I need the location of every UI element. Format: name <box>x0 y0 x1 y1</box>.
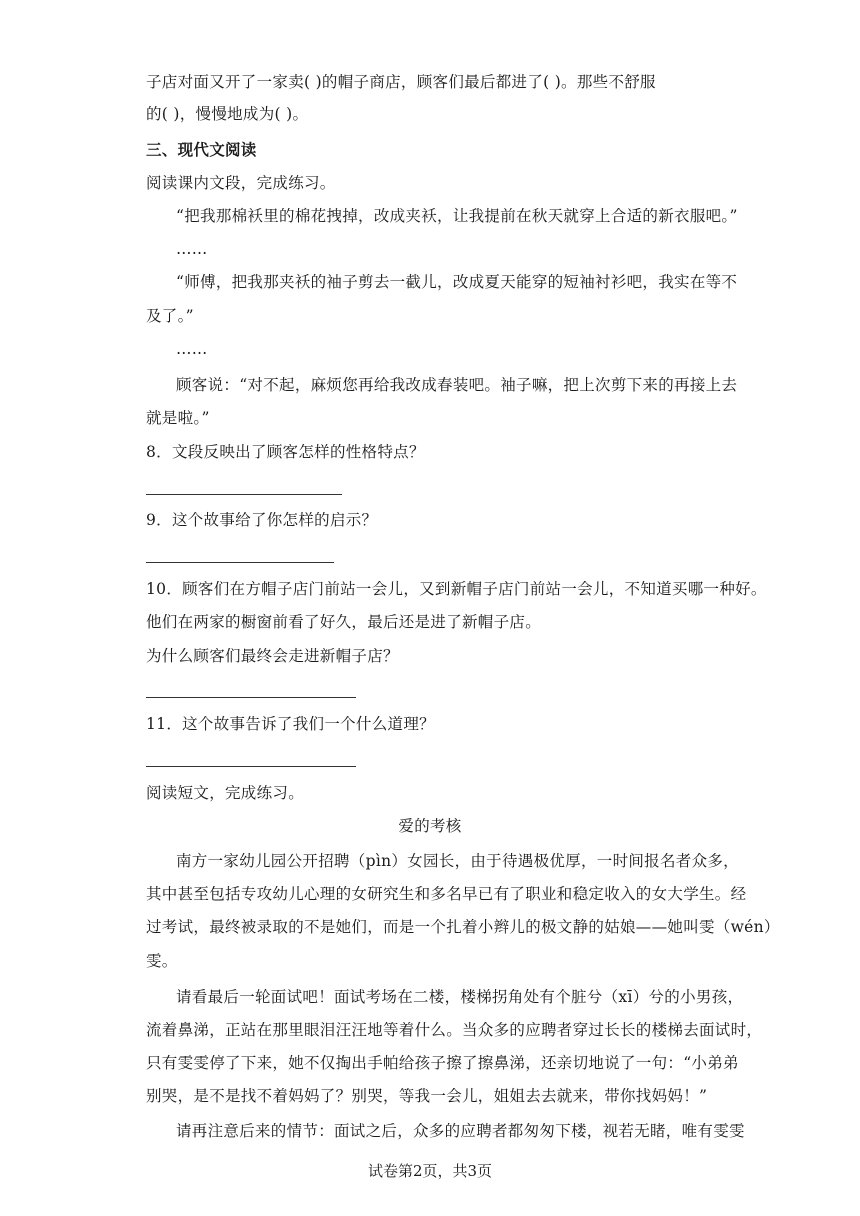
answer-line-10[interactable] <box>146 697 356 698</box>
article-line: 雯。 <box>146 952 178 970</box>
question-11: 11．这个故事告诉了我们一个什么道理？ <box>146 715 435 733</box>
article-line: 过考试，最终被录取的不是她们，而是一个扎着小辫儿的极文静的姑娘——她叫雯（wén） <box>146 918 780 936</box>
article-line: 请再注意后来的情节：面试之后，众多的应聘者都匆匆下楼，视若无睹，唯有雯雯 <box>176 1122 745 1140</box>
ellipsis: …… <box>176 240 208 258</box>
article-line: 流着鼻涕，正站在那里眼泪汪汪地等着什么。当众多的应聘者穿过长长的楼梯去面试时， <box>146 1021 763 1039</box>
article-line: 其中甚至包括专攻幼儿心理的女研究生和多名早已有了职业和稳定收入的女大学生。经 <box>146 885 747 903</box>
question-10: 10．顾客们在方帽子店门前站一会儿，又到新帽子店门前站一会儿，不知道买哪一种好。 <box>146 580 767 598</box>
section-heading: 三、现代文阅读 <box>146 140 257 159</box>
question-10-line2: 他们在两家的橱窗前看了好久，最后还是进了新帽子店。 <box>146 613 542 631</box>
instruction: 阅读短文，完成练习。 <box>146 784 305 802</box>
excerpt-line: 顾客说：“对不起，麻烦您再给我改成春装吧。袖子嘛，把上次剪下来的再接上去 <box>176 376 738 394</box>
article-line: 别哭，是不是找不着妈妈了？别哭，等我一会儿，姐姐去去就来，带你找妈妈！” <box>146 1087 708 1105</box>
answer-line-9[interactable] <box>146 562 334 563</box>
answer-line-8[interactable] <box>146 494 342 495</box>
question-9: 9．这个故事给了你怎样的启示？ <box>146 511 378 529</box>
text-line: 子店对面又开了一家卖( )的帽子商店，顾客们最后都进了( )。那些不舒服 <box>146 73 656 91</box>
excerpt-line: 就是啦。” <box>146 409 210 427</box>
excerpt-line: 及了。” <box>146 307 194 325</box>
article-title: 爱的考核 <box>398 817 462 835</box>
excerpt-line: “把我那棉袄里的棉花拽掉，改成夹袄，让我提前在秋天就穿上合适的新衣服吧。” <box>176 207 738 225</box>
page-footer: 试卷第2页，共3页 <box>367 1162 493 1180</box>
text-line: 的( )，慢慢地成为( )。 <box>146 105 309 123</box>
ellipsis: …… <box>176 340 208 358</box>
article-line: 南方一家幼儿园公开招聘（pìn）女园长，由于待遇极优厚，一时间报名者众多， <box>176 852 739 870</box>
question-8: 8．文段反映出了顾客怎样的性格特点？ <box>146 443 425 461</box>
article-line: 请看最后一轮面试吧！面试考场在二楼，楼梯拐角处有个脏兮（xī）兮的小男孩， <box>176 988 744 1006</box>
instruction: 阅读课内文段，完成练习。 <box>146 174 336 192</box>
answer-line-11[interactable] <box>146 766 356 767</box>
question-10-line3: 为什么顾客们最终会走进新帽子店？ <box>146 647 399 665</box>
excerpt-line: “师傅，把我那夹袄的袖子剪去一截儿，改成夏天能穿的短袖衬衫吧，我实在等不 <box>176 273 738 291</box>
article-line: 只有雯雯停了下来，她不仅掏出手帕给孩子擦了擦鼻涕，还亲切地说了一句：“小弟弟 <box>146 1054 739 1072</box>
